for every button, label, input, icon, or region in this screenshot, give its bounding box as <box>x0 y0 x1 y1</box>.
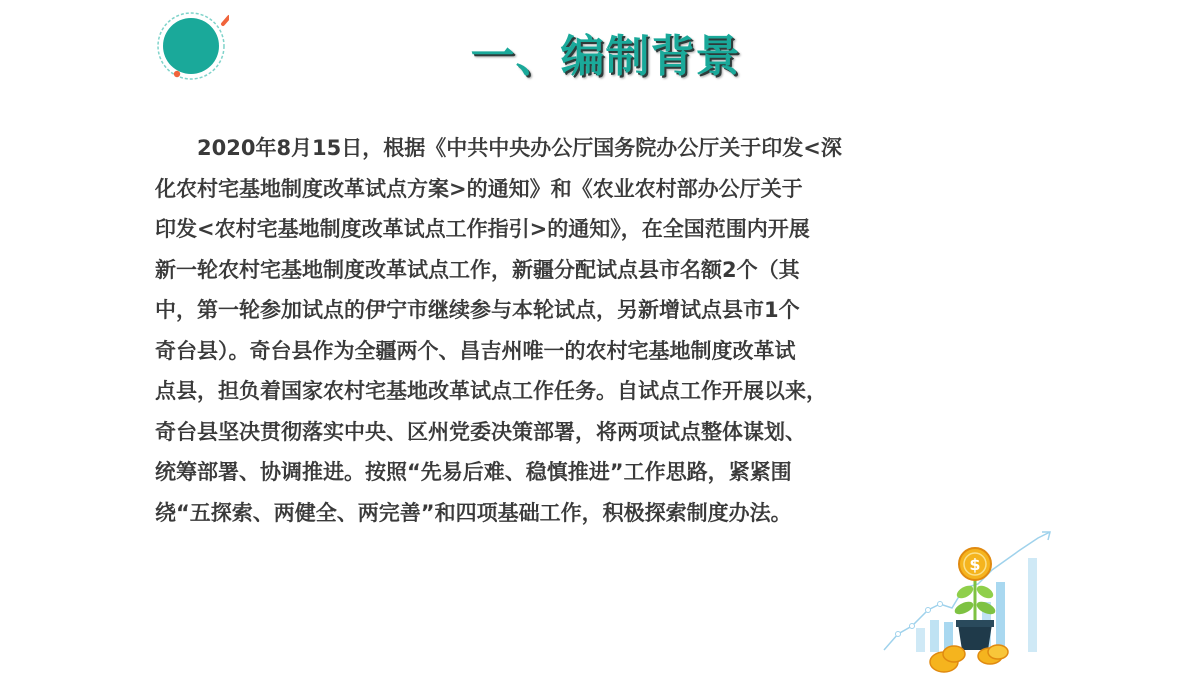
money-plant-growth-chart-icon <box>878 530 1058 676</box>
paragraph-line: 奇台县坚决贯彻落实中央、区州党委决策部署，将两项试点整体谋划、 <box>155 419 806 444</box>
paragraph-line: 奇台县）。奇台县作为全疆两个、昌吉州唯一的农村宅基地制度改革试 <box>155 338 796 363</box>
page-title <box>0 20 1201 84</box>
paragraph-line: 新一轮农村宅基地制度改革试点工作，新疆分配试点县市名额2个（其 <box>155 257 800 282</box>
paragraph-line: 中，第一轮参加试点的伊宁市继续参与本轮试点，另新增试点县市1个 <box>155 298 800 322</box>
page-title-text: 一、编制背景 <box>470 31 741 82</box>
body-paragraph <box>155 128 955 533</box>
paragraph-line: 印发<农村宅基地制度改革试点工作指引>的通知》，在全国范围内开展 <box>155 217 810 241</box>
paragraph-line: 点县，担负着国家农村宅基地改革试点工作任务。自试点工作开展以来， <box>155 379 827 403</box>
paragraph-line: 统筹部署、协调推进。按照“先易后难、稳慎推进”工作思路，紧紧围 <box>155 460 792 484</box>
paragraph-line: 化农村宅基地制度改革试点方案>的通知》和《农业农村部办公厅关于 <box>155 176 803 201</box>
paragraph-line: 绕“五探索、两健全、两完善”和四项基础工作，积极探索制度办法。 <box>155 500 792 525</box>
paragraph-line: 2020年8月15日，根据《中共中央办公厅国务院办公厅关于印发<深 <box>197 136 842 160</box>
coin-symbol: $ <box>969 555 981 574</box>
